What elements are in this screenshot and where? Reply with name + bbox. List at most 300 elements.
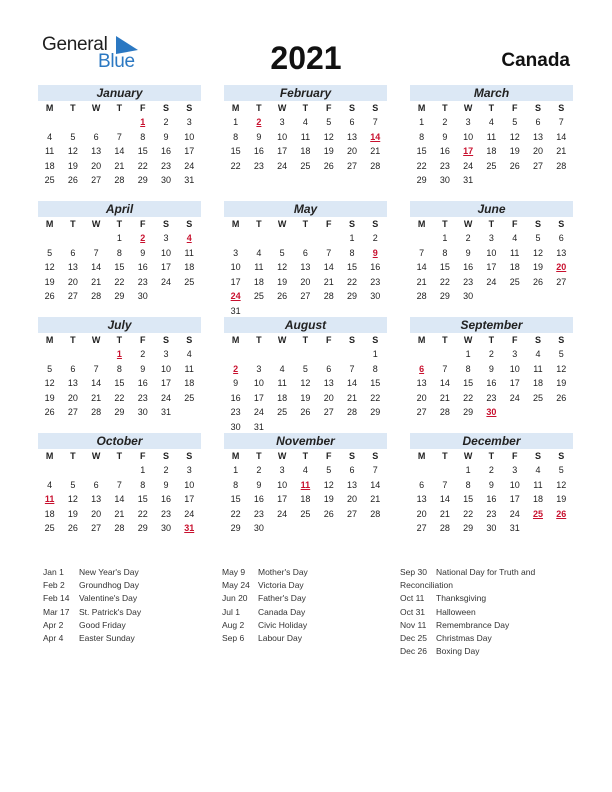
calendar-day: 15 (346, 262, 357, 272)
holiday-name: Father's Day (258, 593, 306, 604)
calendar-day: 11 (44, 146, 55, 156)
holiday-date: Mar 17 (43, 606, 70, 617)
calendar-day: 1 (140, 465, 146, 475)
calendar-day: 3 (465, 117, 471, 127)
calendar-day: 31 (230, 305, 241, 316)
empty-day (410, 347, 433, 362)
calendar-day: 22 (114, 392, 125, 403)
calendar-day: 26 (556, 392, 567, 403)
calendar-day: 29 (114, 291, 125, 301)
calendar-day: 16 (160, 494, 171, 504)
logo-blue-text: Blue (98, 51, 135, 72)
calendar-day: 3 (163, 233, 169, 243)
calendar-day: 5 (535, 233, 541, 243)
calendar-day: 24 (160, 276, 171, 287)
calendar-day: 18 (300, 494, 311, 504)
weekday-header: T (256, 219, 262, 229)
calendar-day: 15 (114, 262, 125, 272)
holiday-name: St. Patrick's Day (79, 606, 142, 617)
empty-day (294, 347, 317, 362)
holiday-date: Nov 11 (400, 619, 427, 630)
month-may (224, 201, 387, 318)
empty-day (38, 463, 61, 478)
holiday-day: 6 (419, 363, 425, 374)
calendar-day: 17 (160, 378, 171, 388)
calendar-day: 6 (535, 117, 541, 127)
empty-day (410, 463, 433, 478)
calendar-day: 25 (509, 276, 520, 287)
empty-day (294, 231, 317, 246)
calendar-day: 23 (370, 276, 381, 287)
calendar-day: 13 (67, 262, 78, 272)
calendar-day: 30 (253, 523, 264, 533)
calendar-day: 22 (370, 392, 381, 403)
weekday-header: T (256, 335, 262, 345)
calendar-day: 7 (372, 465, 378, 475)
calendar-day: 9 (140, 363, 146, 374)
holiday-day: 2 (256, 117, 262, 127)
holiday-name: Thanksgiving (436, 593, 487, 604)
calendar-day: 19 (532, 262, 543, 272)
calendar-day: 18 (44, 508, 55, 519)
holiday-day: 31 (184, 523, 195, 533)
calendar-day: 23 (137, 276, 148, 287)
month-title: October (38, 433, 201, 449)
calendar-day: 22 (416, 160, 427, 171)
calendar-day: 20 (323, 392, 334, 403)
month-title: September (410, 317, 573, 333)
calendar-day: 13 (556, 247, 567, 258)
weekday-header: T (488, 103, 495, 113)
month-january (38, 85, 201, 188)
weekday-header: S (162, 103, 169, 113)
calendar-day: 13 (532, 131, 543, 142)
calendar-day: 9 (140, 247, 146, 258)
calendar-day: 28 (346, 407, 357, 417)
calendar-day: 2 (442, 117, 448, 127)
weekday-header: T (256, 451, 262, 461)
weekday-header: W (91, 451, 101, 461)
calendar-day: 26 (67, 175, 78, 185)
holiday-date: Sep 30 (400, 567, 427, 577)
calendar-day: 5 (558, 465, 564, 475)
calendar-day: 23 (160, 160, 171, 171)
calendar-day: 2 (163, 465, 169, 475)
weekday-header: T (488, 335, 495, 345)
calendar-day: 4 (488, 117, 494, 127)
calendar-day: 4 (535, 349, 541, 359)
empty-day (271, 231, 294, 246)
weekday-header: T (302, 103, 309, 113)
calendar-day: 21 (370, 146, 381, 156)
calendar-day: 23 (160, 508, 171, 519)
calendar-day: 10 (184, 131, 195, 142)
empty-day (340, 347, 363, 362)
weekday-header: T (70, 219, 76, 229)
calendar-day: 4 (279, 363, 285, 374)
calendar-day: 5 (326, 117, 332, 127)
holiday-date: Feb 2 (43, 580, 65, 591)
calendar-day: 9 (233, 378, 239, 388)
weekday-header: S (372, 451, 379, 461)
calendar-day: 8 (349, 247, 355, 258)
holiday-name: National Day for Truth and (436, 567, 536, 577)
calendar-day: 19 (509, 146, 520, 156)
weekday-header: T (256, 103, 262, 113)
calendar-day: 9 (488, 479, 494, 490)
calendar-day: 26 (509, 160, 520, 171)
calendar-day: 18 (253, 276, 264, 287)
calendar-day: 29 (370, 407, 381, 417)
calendar-day: 6 (93, 131, 99, 142)
calendar-day: 24 (277, 508, 288, 519)
country-name: Canada (501, 50, 570, 71)
holiday-name: Mother's Day (258, 567, 308, 577)
calendar-day: 31 (509, 523, 520, 533)
calendar-day: 22 (230, 160, 241, 171)
calendar-day: 29 (439, 291, 450, 301)
calendar-day: 12 (323, 479, 334, 490)
holiday-entry (43, 606, 141, 619)
calendar-day: 17 (253, 392, 264, 403)
calendar-day: 9 (488, 363, 494, 374)
holiday-entry (400, 606, 535, 619)
calendar-day: 4 (47, 131, 53, 142)
calendar-day: 28 (370, 508, 381, 519)
calendar-day: 29 (416, 175, 427, 185)
empty-day (38, 231, 61, 246)
holiday-date: Oct 11 (400, 593, 425, 604)
calendar-day: 8 (465, 479, 471, 490)
calendar-day: 2 (488, 349, 494, 359)
month-day-grid (38, 101, 201, 188)
weekday-header: S (558, 219, 565, 229)
calendar-day: 18 (184, 378, 195, 388)
holiday-name-continued: Reconciliation (400, 580, 453, 591)
weekday-header: W (277, 451, 287, 461)
calendar-day: 10 (160, 247, 171, 258)
calendar-day: 15 (137, 146, 148, 156)
calendar-day: 12 (67, 146, 78, 156)
calendar-day: 22 (137, 508, 148, 519)
calendar-day: 9 (442, 131, 448, 142)
calendar-day: 29 (463, 523, 474, 533)
weekday-header: M (417, 451, 426, 461)
calendar-day: 7 (116, 479, 122, 490)
calendar-day: 14 (416, 262, 427, 272)
calendar-day: 29 (114, 407, 125, 417)
holiday-entry (400, 592, 535, 605)
calendar-day: 28 (114, 175, 125, 185)
weekday-header: W (463, 335, 473, 345)
calendar-day: 18 (300, 146, 311, 156)
calendar-day: 12 (556, 363, 567, 374)
holiday-entry (43, 566, 141, 579)
holiday-date: Jan 1 (43, 567, 64, 577)
month-day-grid (224, 217, 387, 318)
calendar-day: 29 (137, 523, 148, 533)
holiday-date: Aug 2 (222, 619, 245, 630)
calendar-day: 28 (91, 407, 102, 417)
calendar-day: 25 (184, 392, 195, 403)
month-december (410, 433, 573, 536)
holiday-name: Valentine's Day (79, 593, 138, 604)
weekday-header: T (116, 335, 123, 345)
weekday-header: T (442, 451, 448, 461)
calendar-day: 12 (556, 479, 567, 490)
calendar-day: 29 (346, 291, 357, 301)
calendar-day: 5 (70, 131, 76, 142)
calendar-day: 18 (486, 146, 497, 156)
calendar-day: 4 (302, 465, 308, 475)
calendar-day: 14 (439, 378, 450, 388)
holiday-date: Jul 1 (222, 606, 240, 617)
holiday-date: Apr 2 (43, 619, 64, 630)
calendar-day: 27 (556, 276, 567, 287)
month-title: July (38, 317, 201, 333)
weekday-header: S (534, 103, 541, 113)
calendar-day: 18 (277, 392, 288, 403)
calendar-day: 7 (349, 363, 355, 374)
calendar-day: 5 (326, 465, 332, 475)
calendar-day: 8 (465, 363, 471, 374)
calendar-day: 26 (44, 407, 55, 417)
calendar-day: 3 (233, 247, 239, 258)
calendar-day: 31 (253, 421, 264, 432)
calendar-day: 14 (370, 479, 381, 490)
weekday-header: S (186, 335, 193, 345)
weekday-header: T (488, 451, 495, 461)
holiday-name: Boxing Day (436, 646, 480, 657)
month-day-grid (410, 333, 573, 420)
empty-day (410, 231, 433, 246)
empty-day (317, 347, 340, 362)
month-day-grid (410, 217, 573, 304)
month-september (410, 317, 573, 420)
empty-day (38, 347, 61, 362)
holiday-entry (43, 579, 141, 592)
month-title: May (224, 201, 387, 217)
calendar-day: 27 (67, 291, 78, 301)
calendar-day: 8 (442, 247, 448, 258)
calendar-day: 23 (439, 160, 450, 171)
calendar-day: 30 (137, 407, 148, 417)
calendar-day: 28 (439, 407, 450, 417)
calendar-day: 16 (463, 262, 474, 272)
empty-day (85, 115, 108, 130)
weekday-header: M (417, 335, 426, 345)
calendar-day: 1 (419, 117, 425, 127)
calendar-day: 10 (277, 131, 288, 142)
calendar-day: 6 (70, 363, 76, 374)
holiday-day: 1 (116, 349, 122, 359)
calendar-day: 28 (370, 160, 381, 171)
holiday-date: May 9 (222, 567, 246, 577)
weekday-header: S (372, 103, 379, 113)
empty-day (433, 347, 456, 362)
month-title: March (410, 85, 573, 101)
calendar-day: 23 (486, 508, 497, 519)
calendar-day: 16 (137, 378, 148, 388)
weekday-header: F (511, 103, 518, 113)
calendar-day: 16 (439, 146, 450, 156)
calendar-day: 10 (277, 479, 288, 490)
weekday-header: T (116, 451, 123, 461)
calendar-day: 20 (416, 392, 427, 403)
calendar-day: 26 (300, 407, 311, 417)
month-day-grid (224, 449, 387, 536)
month-day-grid (410, 449, 573, 536)
weekday-header: S (348, 103, 355, 113)
calendar-day: 2 (140, 349, 146, 359)
calendar-day: 2 (488, 465, 494, 475)
calendar-day: 19 (300, 392, 311, 403)
calendar-day: 11 (533, 363, 543, 374)
weekday-header: S (348, 335, 355, 345)
calendar-day: 13 (300, 262, 311, 272)
calendar-day: 26 (323, 508, 334, 519)
weekday-header: T (442, 335, 448, 345)
calendar-day: 6 (93, 479, 99, 490)
weekday-header: W (463, 219, 473, 229)
calendar-day: 21 (370, 494, 381, 504)
weekday-header: S (558, 451, 565, 461)
calendar-day: 23 (137, 392, 148, 403)
weekday-header: S (186, 103, 193, 113)
holiday-column (400, 566, 535, 658)
weekday-header: T (302, 335, 309, 345)
calendar-day: 9 (256, 131, 262, 142)
weekday-header: T (70, 335, 76, 345)
calendar-day: 27 (346, 508, 357, 519)
holiday-date: Jun 20 (222, 593, 248, 604)
calendar-day: 1 (465, 465, 471, 475)
calendar-day: 27 (346, 160, 357, 171)
month-day-grid (38, 449, 201, 536)
weekday-header: T (70, 451, 76, 461)
logo-general-text: General (42, 34, 108, 55)
weekday-header: M (231, 103, 240, 113)
month-day-grid (410, 101, 573, 188)
holiday-column (43, 566, 141, 645)
calendar-day: 6 (302, 247, 308, 258)
calendar-day: 25 (300, 160, 311, 171)
calendar-day: 21 (91, 276, 102, 287)
calendar-day: 16 (253, 494, 264, 504)
calendar-day: 15 (114, 378, 125, 388)
calendar-day: 14 (556, 131, 567, 142)
weekday-header: S (162, 219, 169, 229)
calendar-day: 5 (47, 247, 53, 258)
calendar-day: 4 (256, 247, 262, 258)
calendar-day: 7 (442, 479, 448, 490)
calendar-day: 1 (465, 349, 471, 359)
calendar-day: 24 (463, 160, 474, 171)
holiday-name: Christmas Day (436, 632, 492, 643)
empty-day (85, 231, 108, 246)
calendar-day: 13 (416, 494, 427, 504)
calendar-day: 26 (44, 291, 55, 301)
weekday-header: M (417, 103, 426, 113)
calendar-day: 6 (349, 465, 355, 475)
calendar-day: 16 (230, 392, 241, 403)
weekday-header: F (139, 103, 146, 113)
calendar-day: 27 (416, 523, 427, 533)
calendar-day: 25 (44, 175, 55, 185)
calendar-day: 23 (486, 392, 497, 403)
calendar-day: 25 (253, 291, 264, 301)
calendar-day: 23 (463, 276, 474, 287)
calendar-day: 19 (556, 494, 567, 504)
holiday-name: Easter Sunday (79, 632, 135, 643)
calendar-day: 27 (416, 407, 427, 417)
holiday-date: Apr 4 (43, 632, 64, 643)
calendar-day: 18 (184, 262, 195, 272)
weekday-header: M (417, 219, 426, 229)
weekday-header: S (372, 219, 379, 229)
calendar-day: 12 (300, 378, 311, 388)
calendar-day: 3 (279, 465, 285, 475)
weekday-header: W (91, 335, 101, 345)
calendar-day: 1 (233, 465, 239, 475)
holiday-entry (222, 619, 308, 632)
calendar-day: 16 (486, 378, 497, 388)
month-day-grid (38, 333, 201, 420)
weekday-header: M (45, 451, 54, 461)
holiday-name: Remembrance Day (436, 619, 510, 630)
calendar-day: 4 (302, 117, 308, 127)
holiday-column (222, 566, 308, 645)
holiday-date: May 24 (222, 580, 250, 591)
calendar-day: 21 (114, 508, 125, 519)
calendar-day: 27 (67, 407, 78, 417)
calendar-day: 30 (230, 421, 241, 432)
calendar-day: 27 (91, 523, 102, 533)
holiday-date: Sep 6 (222, 632, 245, 643)
calendar-day: 21 (556, 146, 567, 156)
calendar-day: 14 (91, 378, 102, 388)
weekday-header: S (186, 219, 193, 229)
calendar-day: 1 (233, 117, 239, 127)
calendar-day: 21 (346, 392, 357, 403)
calendar-day: 12 (67, 494, 78, 504)
month-august (224, 317, 387, 434)
calendar-day: 16 (486, 494, 497, 504)
calendar-day: 28 (416, 291, 427, 301)
calendar-day: 9 (163, 131, 169, 142)
month-title: April (38, 201, 201, 217)
weekday-header: F (325, 103, 332, 113)
empty-day (61, 115, 84, 130)
calendar-day: 8 (233, 131, 239, 142)
calendar-day: 17 (184, 494, 195, 504)
weekday-header: S (558, 335, 565, 345)
calendar-day: 3 (512, 349, 518, 359)
calendar-day: 19 (323, 146, 334, 156)
holiday-day: 20 (556, 262, 567, 272)
empty-day (61, 463, 84, 478)
calendar-day: 11 (486, 131, 497, 142)
calendar-day: 11 (510, 247, 520, 258)
month-title: August (224, 317, 387, 333)
month-title: January (38, 85, 201, 101)
weekday-header: F (139, 451, 146, 461)
calendar-day: 7 (116, 131, 122, 142)
weekday-header: W (277, 219, 287, 229)
month-day-grid (224, 101, 387, 173)
calendar-day: 17 (160, 262, 171, 272)
calendar-day: 3 (512, 465, 518, 475)
